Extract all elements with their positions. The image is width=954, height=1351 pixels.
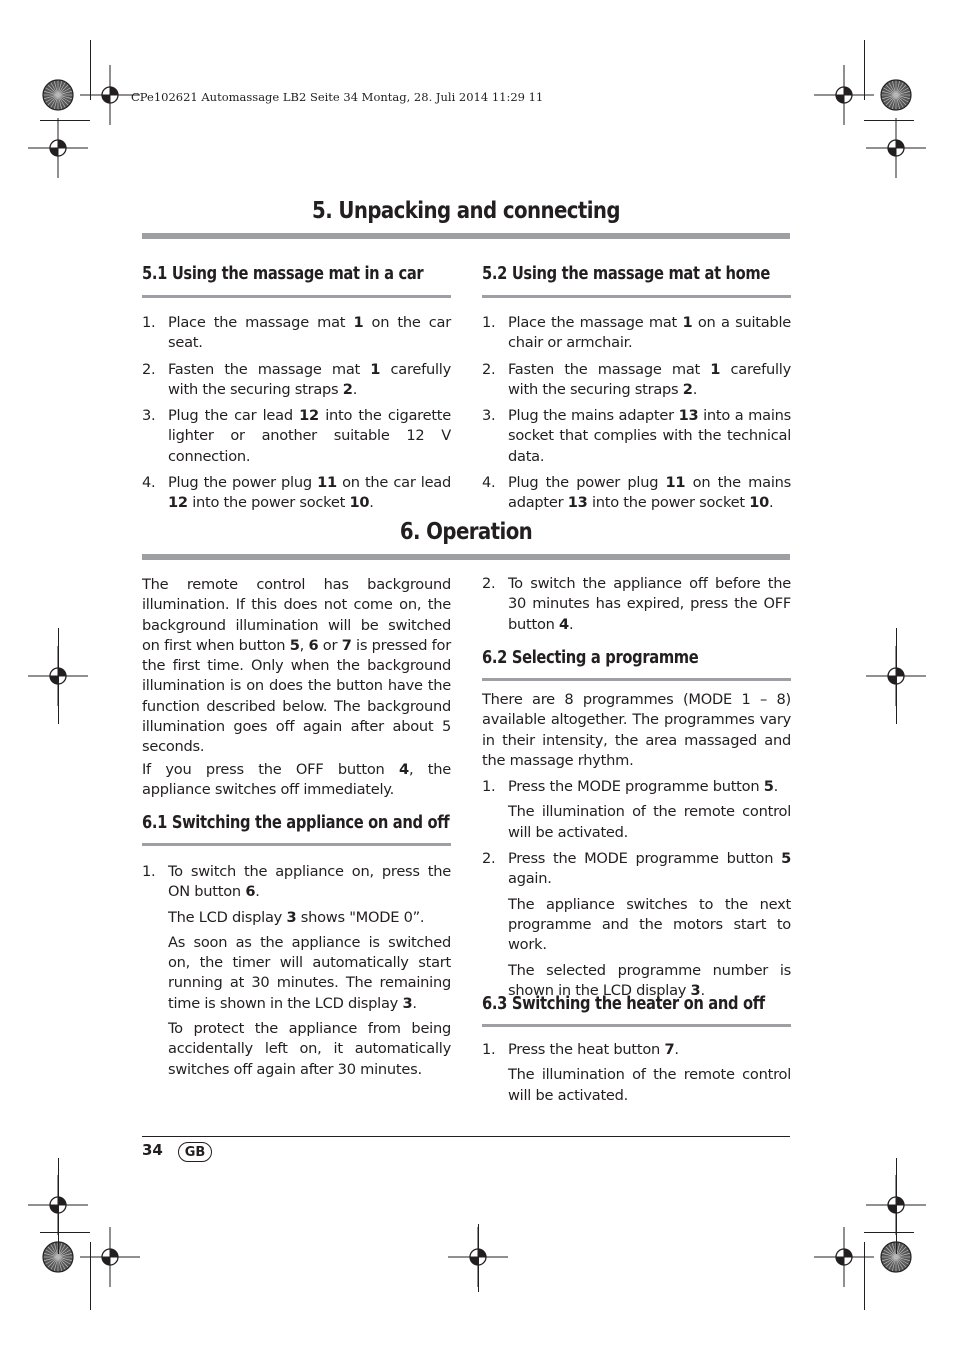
operation-intro	[142, 575, 451, 800]
text-run: The selected programme number is shown in the LCD display	[508, 961, 791, 999]
text-run: The LCD display	[168, 908, 287, 926]
crosshair-mark-icon	[76, 1223, 144, 1291]
section-5-2-rule	[482, 295, 791, 298]
section-5-title: 5. Unpacking and connecting	[312, 198, 620, 224]
text-run: To switch the appliance on, press the ON button	[168, 863, 451, 901]
item-reference-number: 5	[289, 636, 300, 654]
item-reference-number: 5	[781, 850, 791, 868]
step-note	[142, 933, 451, 1014]
text-run: Fasten the massage mat	[508, 360, 711, 378]
item-reference-number: 7	[664, 1041, 675, 1058]
item-reference-number: 5	[763, 778, 774, 796]
text-run: .	[369, 494, 374, 512]
text-run: Press the MODE programme button	[508, 778, 764, 796]
text-run: If you press the OFF button	[142, 760, 400, 778]
text-run: shows "MODE 0”.	[296, 908, 425, 926]
section-6-1-heading: 6.1 Switching the appliance on and off	[142, 813, 450, 833]
step-item	[482, 360, 791, 401]
section-5-rule	[142, 233, 790, 239]
step-number: 1.	[142, 314, 156, 331]
text-run: The remote control has background illumination. If this does not come on, the background illumination will be switched on first when button	[142, 576, 451, 654]
section-6-3-steps	[482, 1040, 791, 1112]
step-number: 3.	[482, 407, 496, 425]
section-6-title: 6. Operation	[399, 519, 533, 545]
text-run: .	[255, 883, 260, 901]
item-reference-number: 4	[559, 615, 569, 633]
text-run: again.	[508, 870, 552, 888]
text-run: on the car lead	[336, 474, 452, 492]
crop-line	[896, 1158, 897, 1254]
section-6-3-heading: 6.3 Switching the heater on and off	[482, 994, 765, 1014]
step-item	[482, 313, 791, 354]
text-run: Place the massage mat	[508, 314, 683, 331]
section-5-2-heading: 5.2 Using the massage mat at home	[482, 264, 771, 284]
print-header: CPe102621 Automassage LB2 Seite 34 Montag, 28. Juli 2014 11:29 11	[131, 90, 544, 104]
item-reference-number: 3	[402, 994, 413, 1012]
crop-line	[478, 1224, 479, 1292]
text-run: into the power socket	[587, 494, 750, 512]
crop-line	[864, 120, 914, 121]
text-run: Plug the power plug	[168, 474, 318, 492]
step-number: 1.	[482, 778, 496, 796]
text-run: or	[318, 636, 342, 654]
section-6-2-heading: 6.2 Selecting a programme	[482, 648, 699, 668]
item-reference-number: 6	[308, 636, 319, 654]
step-note	[482, 895, 791, 956]
crop-line	[40, 1232, 90, 1233]
text-run: .	[769, 494, 774, 512]
crop-line	[58, 628, 59, 724]
section-6-1-steps-continued	[482, 574, 791, 641]
step-number: 4.	[142, 474, 156, 492]
text-run: .	[700, 981, 705, 999]
item-reference-number: 12	[299, 407, 319, 425]
step-item	[482, 574, 791, 635]
section-5-1-steps	[142, 313, 451, 520]
item-reference-number: 11	[317, 474, 337, 492]
crop-line	[90, 40, 91, 100]
text-run: The illumination of the remote control will be activated.	[508, 803, 791, 841]
item-reference-number: 7	[341, 636, 352, 654]
item-reference-number: 13	[678, 407, 699, 425]
crop-line	[864, 1232, 914, 1233]
text-run: carefully with the securing straps	[168, 360, 451, 398]
section-6-1-rule	[142, 843, 451, 846]
step-number: 3.	[142, 407, 156, 425]
text-run: ,	[299, 636, 309, 654]
text-run: .	[692, 380, 698, 398]
text-run: .	[674, 1041, 679, 1058]
text-run: Place the massage mat	[168, 314, 354, 331]
section-6-2-body	[482, 690, 791, 1007]
step-number: 2.	[482, 360, 496, 378]
section-6-3-rule	[482, 1024, 791, 1027]
step-item	[482, 777, 791, 797]
step-item	[482, 1040, 791, 1060]
item-reference-number: 3	[690, 981, 701, 999]
text-run: Fasten the massage mat	[168, 360, 371, 378]
item-reference-number: 6	[245, 883, 256, 901]
item-reference-number: 2	[682, 380, 693, 398]
text-run: The illumination of the remote control will be activated.	[508, 1066, 791, 1104]
step-item	[482, 849, 791, 890]
section-5-2-steps	[482, 313, 791, 520]
step-item	[142, 406, 451, 467]
step-note	[482, 1065, 791, 1106]
step-item	[142, 473, 451, 514]
step-note	[142, 908, 451, 928]
section-5-1-heading: 5.1 Using the massage mat in a car	[142, 264, 424, 284]
text-run: carefully with the securing straps	[508, 360, 791, 398]
text-run: into the cigarette lighter or another suitable 12 V connection.	[168, 407, 451, 465]
crop-line	[90, 1242, 91, 1310]
step-note	[142, 1019, 451, 1080]
item-reference-number: 4	[399, 760, 409, 778]
step-number: 2.	[482, 575, 496, 592]
text-run: Plug the mains adapter	[508, 407, 679, 425]
section-6-2-intro: There are 8 programmes (MODE 1 – 8) available altogether. The programmes vary in their intensity, the area massaged and the massage rhythm.	[482, 691, 791, 769]
step-item	[142, 313, 451, 354]
item-reference-number: 1	[710, 360, 721, 378]
item-reference-number: 1	[353, 314, 364, 331]
text-run: Press the heat button	[508, 1041, 665, 1058]
text-run: Plug the power plug	[508, 474, 666, 492]
intro-paragraph	[142, 575, 451, 758]
step-number: 1.	[482, 1041, 496, 1058]
step-number: 2.	[482, 850, 496, 868]
crop-line	[864, 1242, 865, 1310]
crop-line	[896, 628, 897, 724]
step-number: 4.	[482, 474, 496, 492]
country-code-badge: GB	[178, 1142, 212, 1162]
section-6-rule	[142, 554, 790, 560]
text-run: To protect the appliance from being accidentally left on, it automatically switches off again after 30 minutes.	[168, 1020, 451, 1078]
text-run: into a mains socket that complies with the technical data.	[508, 407, 791, 465]
step-number: 1.	[482, 314, 496, 331]
text-run: .	[568, 615, 574, 633]
item-reference-number: 1	[682, 314, 693, 331]
text-run: As soon as the appliance is switched on, the timer will automatically start running at 30 minutes. The remaining time is shown in the LCD display	[168, 933, 451, 1012]
item-reference-number: 2	[342, 380, 353, 398]
item-reference-number: 1	[370, 360, 381, 378]
item-reference-number: 3	[286, 908, 297, 926]
step-item	[482, 406, 791, 467]
item-reference-number: 13	[567, 494, 588, 512]
step-item	[482, 473, 791, 514]
text-run: , the appliance switches off immediately.	[142, 760, 451, 798]
text-run: Plug the car lead	[168, 407, 300, 425]
section-6-1-steps	[142, 862, 451, 1086]
text-run: on a suitable chair or armchair.	[508, 314, 791, 352]
page-number: 34	[142, 1141, 163, 1159]
footer-rule	[142, 1136, 790, 1137]
step-number: 1.	[142, 863, 156, 880]
step-note	[482, 802, 791, 843]
section-5-1-rule	[142, 295, 451, 298]
text-run: on the mains adapter	[508, 474, 791, 512]
crop-line	[58, 1158, 59, 1254]
text-run: .	[412, 994, 417, 1012]
item-reference-number: 10	[349, 494, 370, 512]
step-number: 2.	[142, 360, 156, 378]
step-item	[142, 862, 451, 903]
text-run: .	[773, 778, 779, 796]
text-run: .	[352, 380, 358, 398]
section-6-2-rule	[482, 678, 791, 681]
text-run: into the power socket	[187, 494, 350, 512]
item-reference-number: 12	[168, 494, 188, 512]
crop-line	[864, 40, 865, 100]
item-reference-number: 10	[749, 494, 770, 512]
item-reference-number: 11	[665, 474, 686, 492]
step-item	[142, 360, 451, 401]
text-run: The appliance switches to the next programme and the motors start to work.	[508, 895, 791, 954]
crop-line	[40, 120, 90, 121]
text-run: To switch the appliance off before the 30 minutes has expired, press the OFF button	[508, 575, 791, 633]
text-run: Press the MODE programme button	[508, 850, 782, 868]
text-run: is pressed for the first time. Only when the background illumination is on does the button have the function described below. The background illumination goes off again after about 5 seconds.	[142, 636, 451, 756]
text-run: on the car seat.	[168, 314, 451, 352]
intro-paragraph	[142, 760, 451, 801]
crosshair-mark-icon	[862, 114, 930, 182]
